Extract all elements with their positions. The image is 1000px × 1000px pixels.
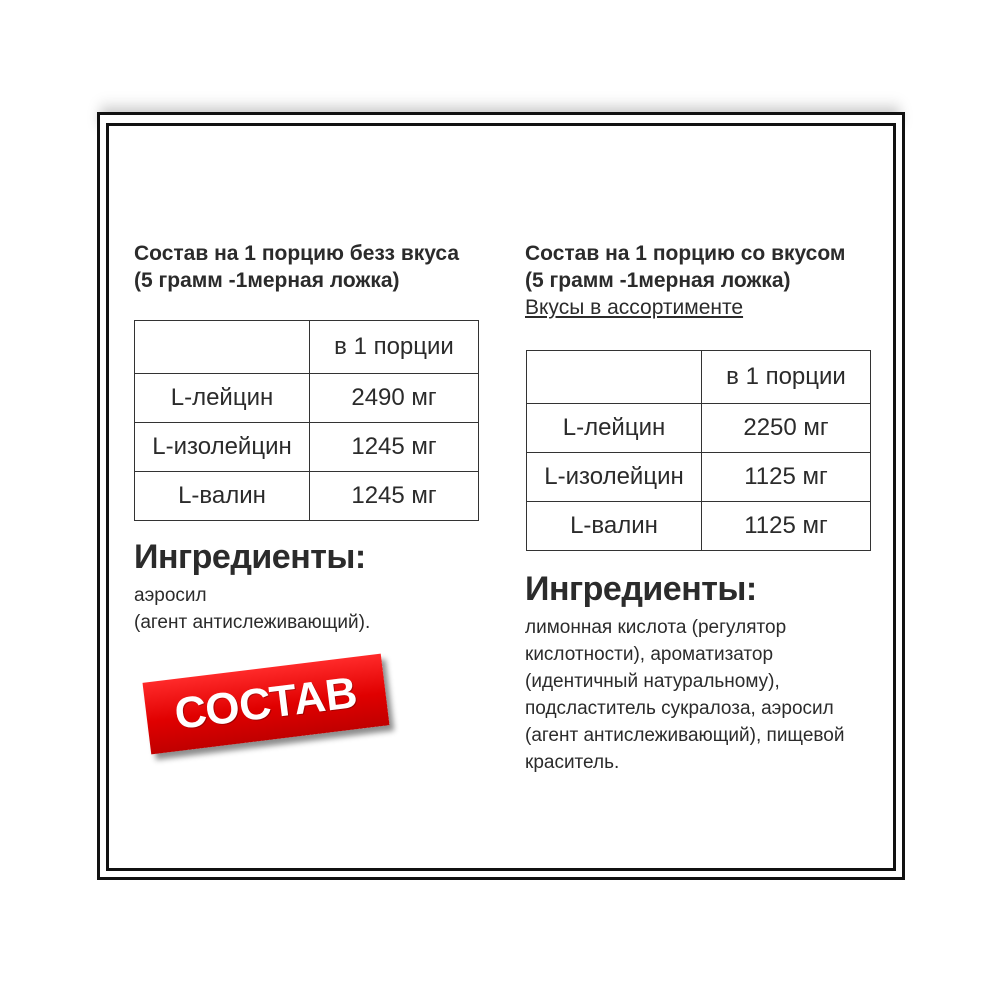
left-heading-line1: Состав на 1 порцию безз вкуса: [134, 242, 460, 265]
amino-name-cell: L-валин: [527, 502, 702, 551]
amino-value-cell: 1125 мг: [702, 453, 871, 502]
flavors-link[interactable]: Вкусы в ассортименте: [525, 296, 744, 319]
left-amino-table: [134, 320, 479, 521]
right-amino-table: [526, 350, 871, 551]
table-row: [527, 453, 871, 502]
table-header-empty-cell: [527, 351, 702, 404]
amino-value-cell: 1245 мг: [310, 472, 479, 521]
ingredients-line: краситель.: [525, 752, 620, 773]
table-row: [135, 374, 479, 423]
table-header-row: [527, 351, 871, 404]
table-header-cell: в 1 порции: [702, 351, 871, 404]
left-ingredients-title: Ингредиенты:: [134, 538, 366, 576]
table-row: [527, 502, 871, 551]
table-header-empty-cell: [135, 321, 310, 374]
ingredients-line: (идентичный натуральному),: [525, 671, 780, 692]
amino-name-cell: L-лейцин: [135, 374, 310, 423]
table-header-row: [135, 321, 479, 374]
table-row: [527, 404, 871, 453]
amino-value-cell: 2490 мг: [310, 374, 479, 423]
left-heading-line2: (5 грамм -1мерная ложка): [134, 269, 400, 292]
ingredients-line: кислотности), ароматизатор: [525, 644, 774, 665]
left-column: [134, 240, 494, 294]
amino-value-cell: 2250 мг: [702, 404, 871, 453]
amino-name-cell: L-изолейцин: [527, 453, 702, 502]
stamp-label: СОСТАВ: [172, 668, 360, 739]
ingredients-line: подсластитель сукралоза, аэросил: [525, 698, 834, 719]
table-header-cell: в 1 порции: [310, 321, 479, 374]
ingredients-line: (агент антислеживающий).: [134, 612, 371, 633]
ingredients-line: аэросил: [134, 585, 207, 606]
amino-value-cell: 1125 мг: [702, 502, 871, 551]
right-heading-line2: (5 грамм -1мерная ложка): [525, 269, 791, 292]
amino-value-cell: 1245 мг: [310, 423, 479, 472]
ingredients-line: лимонная кислота (регулятор: [525, 617, 787, 638]
ingredients-line: (агент антислеживающий), пищевой: [525, 725, 845, 746]
table-row: [135, 472, 479, 521]
right-ingredients-title: Ингредиенты:: [525, 570, 757, 608]
amino-name-cell: L-изолейцин: [135, 423, 310, 472]
right-heading-line1: Состав на 1 порцию со вкусом: [525, 242, 846, 265]
right-ingredients-text: [525, 614, 844, 776]
left-ingredients-text: [134, 582, 370, 636]
amino-name-cell: L-валин: [135, 472, 310, 521]
amino-name-cell: L-лейцин: [527, 404, 702, 453]
right-column: [525, 240, 885, 321]
table-row: [135, 423, 479, 472]
